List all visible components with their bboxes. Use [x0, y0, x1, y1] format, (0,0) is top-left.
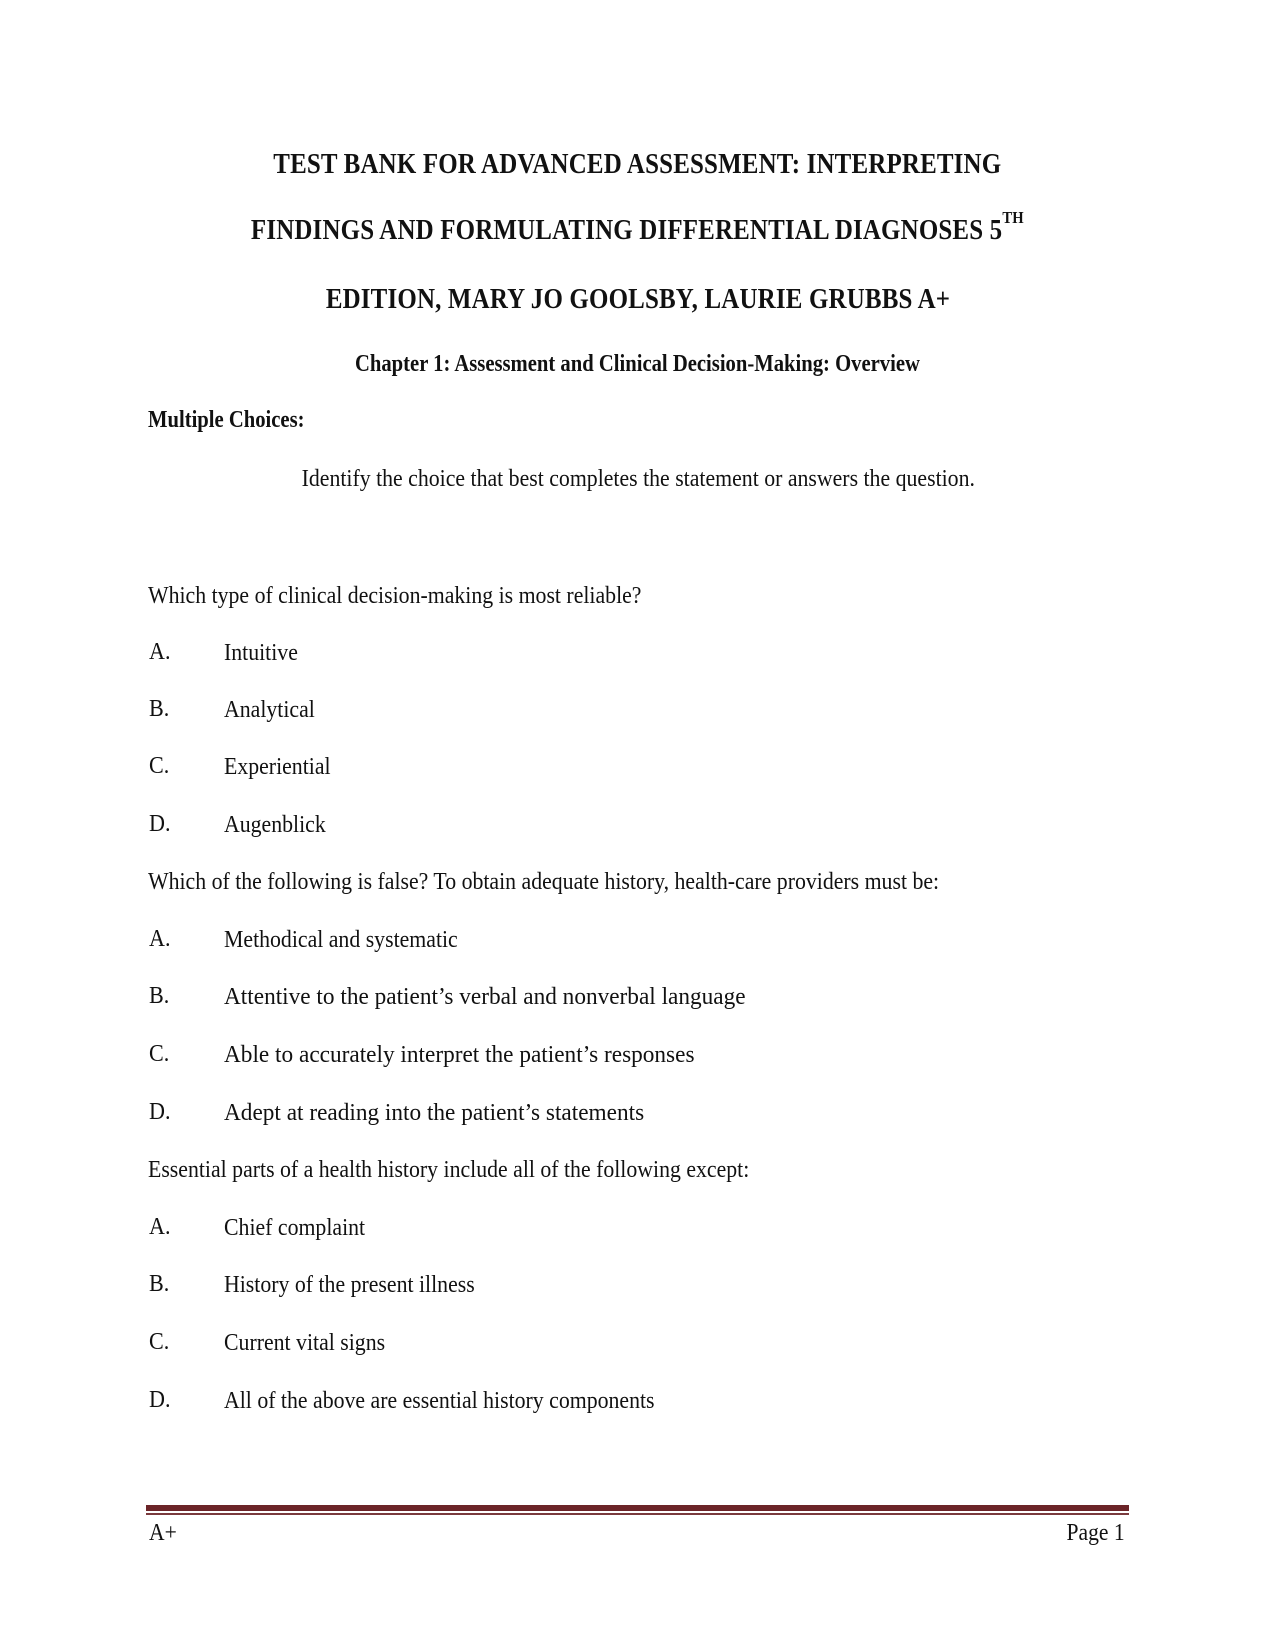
title-superscript: TH	[1002, 208, 1024, 227]
title-line-3	[0, 283, 1275, 316]
footer-rule-thick	[146, 1505, 1129, 1511]
title-text-main: FINDINGS AND FORMULATING DIFFERENTIAL DIAGNOSES 5	[251, 214, 1003, 246]
option-letter: D.	[149, 1099, 171, 1125]
option-letter: D.	[149, 811, 171, 837]
section-heading: Multiple Choices:	[148, 407, 305, 433]
option-text: Chief complaint	[224, 1214, 366, 1241]
footer-left-text: A+	[149, 1520, 177, 1546]
option-letter: A.	[149, 639, 171, 665]
option-text: Analytical	[224, 696, 315, 723]
footer-rule-thin	[146, 1513, 1129, 1515]
option-letter: A.	[149, 1214, 171, 1240]
option-text: Methodical and systematic	[224, 926, 458, 953]
option-letter: A.	[149, 926, 171, 952]
title-text	[251, 208, 1024, 247]
chapter-heading	[0, 351, 1275, 378]
option-letter: C.	[149, 1041, 170, 1067]
option-text: Attentive to the patient’s verbal and nonverbal language	[224, 983, 746, 1010]
option-text: Adept at reading into the patient’s statements	[224, 1099, 645, 1126]
option-letter: C.	[149, 1329, 170, 1355]
chapter-heading-text: Chapter 1: Assessment and Clinical Decision-Making: Overview	[355, 351, 920, 377]
instructions	[0, 465, 1275, 493]
question-text: Which type of clinical decision-making is most reliable?	[148, 582, 642, 609]
option-text: Intuitive	[224, 639, 298, 666]
option-text: All of the above are essential history components	[224, 1387, 655, 1414]
option-text: History of the present illness	[224, 1271, 475, 1298]
option-letter: B.	[149, 983, 170, 1009]
question-text: Which of the following is false? To obtain adequate history, health-care providers must be:	[148, 868, 940, 895]
title-text: TEST BANK FOR ADVANCED ASSESSMENT: INTERPRETING	[273, 148, 1002, 180]
option-text: Experiential	[224, 753, 331, 780]
option-letter: B.	[149, 1271, 170, 1297]
instructions-text: Identify the choice that best completes the statement or answers the question.	[301, 465, 976, 492]
option-letter: C.	[149, 753, 170, 779]
title-line-1	[0, 148, 1275, 181]
title-text: EDITION, MARY JO GOOLSBY, LAURIE GRUBBS A+	[325, 283, 950, 315]
option-text: Augenblick	[224, 811, 326, 838]
option-letter: B.	[149, 696, 170, 722]
title-line-2	[0, 208, 1275, 247]
option-text: Current vital signs	[224, 1329, 386, 1356]
page-number: Page 1	[1066, 1520, 1125, 1546]
question-text: Essential parts of a health history include all of the following except:	[148, 1156, 750, 1183]
option-text: Able to accurately interpret the patient’s responses	[224, 1041, 695, 1068]
option-letter: D.	[149, 1387, 171, 1413]
